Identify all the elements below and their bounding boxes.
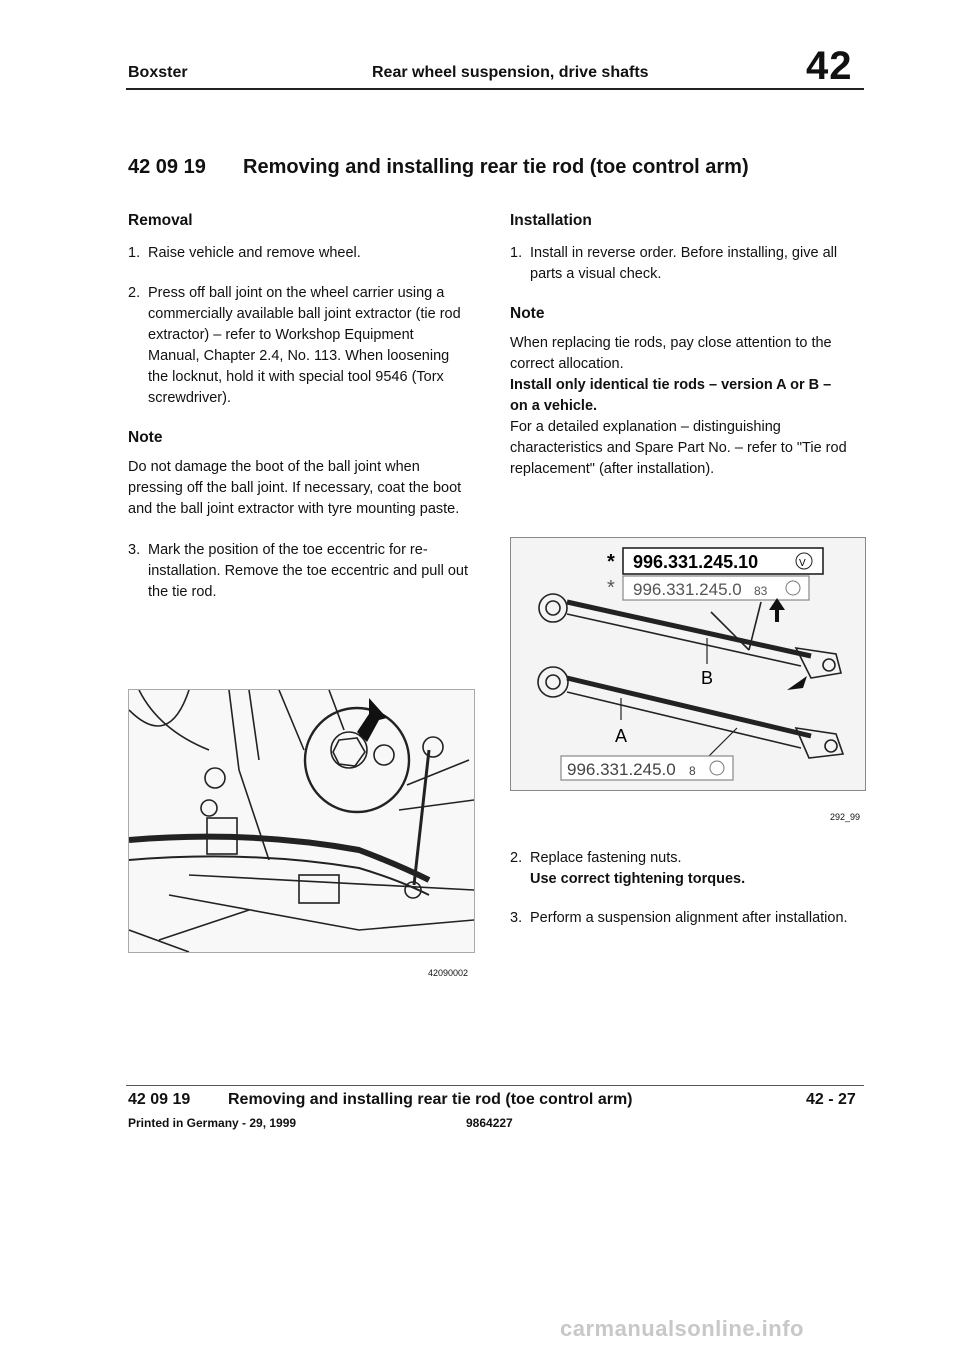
step-number: 1.	[128, 245, 141, 261]
section-title: Removing and installing rear tie rod (toe control arm)	[243, 156, 749, 178]
printed-note: Printed in Germany - 29, 1999	[128, 1116, 297, 1130]
footer-rule	[126, 1085, 864, 1086]
step-text: Raise vehicle and remove wheel.	[148, 245, 361, 261]
step-text-bold: Use correct tightening torques.	[530, 871, 746, 887]
installation-note-bold: Install only identical tie rods – version A or B – on a vehicle.	[510, 377, 832, 414]
arrow-icon	[787, 676, 807, 690]
watermark: carmanualsonline.info	[560, 1316, 804, 1341]
footer-section-number: 42 09 19	[128, 1091, 191, 1108]
step-text: Press off ball joint on the wheel carrier using a commercially available ball joint extractor (tie rod extractor) – refer to Workshop Equipment Manual, Chapter 2.4, No. 113. When loosening the locknut, hold it with special tool 9546 (Torx screwdriver).	[148, 285, 461, 406]
removal-column	[128, 210, 468, 603]
step-text: Replace fastening nuts.	[530, 850, 682, 866]
document-code: 9864227	[466, 1116, 513, 1130]
footer-section-title: Removing and installing rear tie rod (toe control arm)	[228, 1091, 633, 1108]
step-number: 2.	[128, 285, 141, 301]
removal-heading: Removal	[128, 212, 193, 229]
label-b: B	[701, 668, 714, 688]
header-brand: Boxster	[128, 64, 188, 81]
installation-note-heading: Note	[510, 305, 545, 322]
suspension-drawing	[129, 690, 474, 952]
part-number-top: 996.331.245.10	[633, 552, 759, 572]
part-number-mid-suffix: 83	[754, 584, 768, 598]
tie-rod-versions-illustration	[510, 537, 866, 791]
star-marker: *	[607, 577, 615, 599]
removal-note-text: Do not damage the boot of the ball joint when pressing off the ball joint. If necessary, coat the boot and the ball joint extractor with tyre mounting paste.	[128, 459, 462, 517]
installation-note-text: When replacing tie rods, pay close attention to the correct allocation.	[510, 335, 832, 372]
figure-code: 292_99	[830, 812, 861, 822]
header-group-number: 42	[806, 44, 853, 88]
installation-heading: Installation	[510, 212, 592, 229]
installation-step-3	[510, 908, 850, 929]
installation-step-1	[510, 243, 850, 285]
arrow-up-icon	[769, 598, 785, 622]
installation-note-detail: For a detailed explanation – distinguishing characteristics and Spare Part No. – refer to "Tie rod replacement" (after installation).	[510, 419, 847, 477]
label-a: A	[615, 726, 628, 746]
step-text: Mark the position of the toe eccentric for re-installation. Remove the toe eccentric and pull out the tie rod.	[148, 542, 468, 600]
figure-code: 42090002	[428, 968, 469, 978]
step-number: 3.	[128, 542, 141, 558]
tie-rod-drawing	[511, 538, 865, 790]
suspension-illustration	[128, 689, 475, 953]
part-number-mid: 996.331.245.0	[633, 580, 742, 599]
installation-step-2	[510, 848, 850, 890]
page-number: 42 - 27	[806, 1091, 856, 1108]
header-rule	[126, 88, 864, 90]
star-marker: *	[607, 551, 615, 573]
step-text: Install in reverse order. Before installing, give all parts a visual check.	[530, 245, 838, 282]
part-number-bottom: 996.331.245.0	[567, 760, 676, 779]
removal-note-heading: Note	[128, 429, 163, 446]
step-number: 3.	[510, 910, 523, 926]
svg-text:V: V	[799, 558, 806, 569]
section-number: 42 09 19	[128, 156, 206, 178]
removal-step-2	[128, 283, 468, 409]
installation-steps-lower	[510, 848, 850, 929]
removal-step-3	[128, 540, 468, 603]
step-number: 2.	[510, 850, 523, 866]
step-number: 1.	[510, 245, 523, 261]
header-section-title: Rear wheel suspension, drive shafts	[372, 64, 649, 81]
step-text: Perform a suspension alignment after installation.	[530, 910, 848, 926]
removal-step-1	[128, 243, 468, 264]
part-number-bottom-suffix: 8	[689, 764, 696, 778]
installation-column	[510, 210, 850, 480]
